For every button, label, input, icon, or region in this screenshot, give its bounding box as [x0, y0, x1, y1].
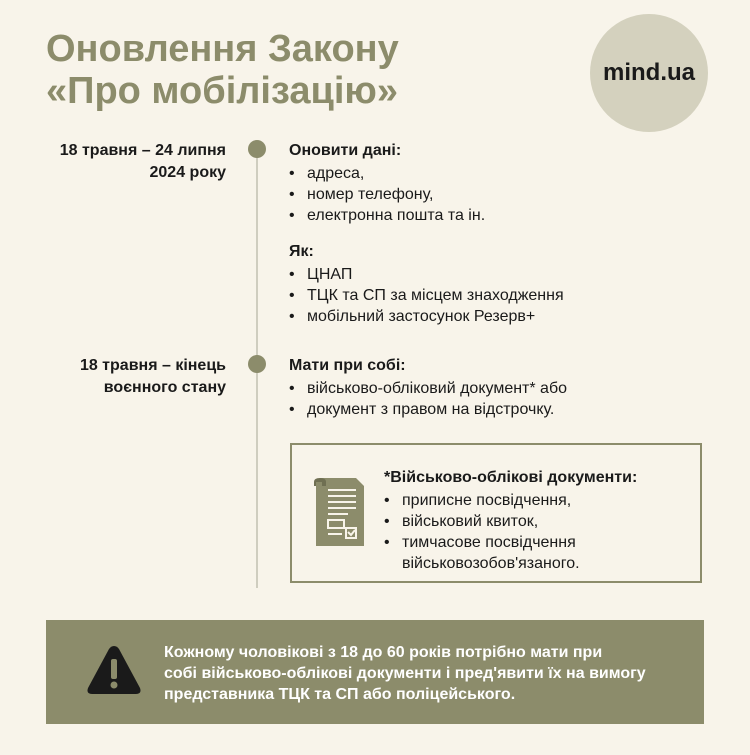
title-line-2: «Про мобілізацію»: [46, 70, 399, 112]
list-item: • номер телефону,: [289, 184, 485, 205]
list-item: • мобільний застосунок Резерв+: [289, 306, 564, 327]
list-item: • приписне посвідчення,: [384, 490, 637, 511]
warning-line-1: Кожному чоловікові з 18 до 60 років потрібно мати при: [164, 644, 603, 661]
carry-section: [289, 355, 567, 420]
note-heading: *Військово-облікові документи:: [384, 469, 638, 486]
how-list: [289, 264, 564, 327]
warning-text: [164, 642, 684, 705]
warning-line-3: представника ТЦК та СП або поліцейського.: [164, 686, 516, 703]
list-item: • документ з правом на відстрочку.: [289, 399, 567, 420]
list-item: [384, 532, 637, 574]
page-title: [46, 28, 399, 112]
date-2-line-1: 18 травня – кінець: [79, 357, 226, 374]
list-item-line-2: військовозобов'язаного.: [402, 555, 580, 572]
list-item: • ЦНАП: [289, 264, 564, 285]
carry-heading: Мати при собі:: [289, 357, 406, 374]
list-item: • адреса,: [289, 163, 485, 184]
note-list: [384, 490, 637, 574]
warning-icon: [84, 642, 144, 703]
note-text: [384, 467, 637, 574]
how-section: [289, 241, 564, 327]
how-heading: Як:: [289, 243, 314, 260]
date-1-line-2: 2024 року: [149, 164, 226, 181]
date-1-line-1: 18 травня – 24 липня: [59, 142, 226, 159]
timeline-date-2: [80, 355, 226, 399]
military-documents-note: [290, 443, 702, 583]
list-item: • військовий квиток,: [384, 511, 637, 532]
timeline-dot-2: [248, 355, 266, 373]
update-data-section: [289, 140, 485, 226]
list-item: • ТЦК та СП за місцем знаходження: [289, 285, 564, 306]
update-data-list: [289, 163, 485, 226]
document-icon: [312, 474, 366, 555]
warning-line-2: собі військово-облікові документи і пред'явити їх на вимогу: [164, 665, 646, 682]
logo: mind.ua: [590, 14, 708, 132]
update-data-heading: Оновити дані:: [289, 142, 402, 159]
date-2-line-2: воєнного стану: [103, 379, 226, 396]
timeline-dot-1: [248, 140, 266, 158]
title-line-1: Оновлення Закону: [46, 28, 399, 70]
list-item: • електронна пошта та ін.: [289, 205, 485, 226]
carry-list: [289, 378, 567, 420]
timeline-date-1: [60, 140, 226, 184]
list-item: • військово-обліковий документ* або: [289, 378, 567, 399]
warning-banner: [46, 620, 704, 724]
list-item-line-1: тимчасове посвідчення: [402, 534, 576, 551]
